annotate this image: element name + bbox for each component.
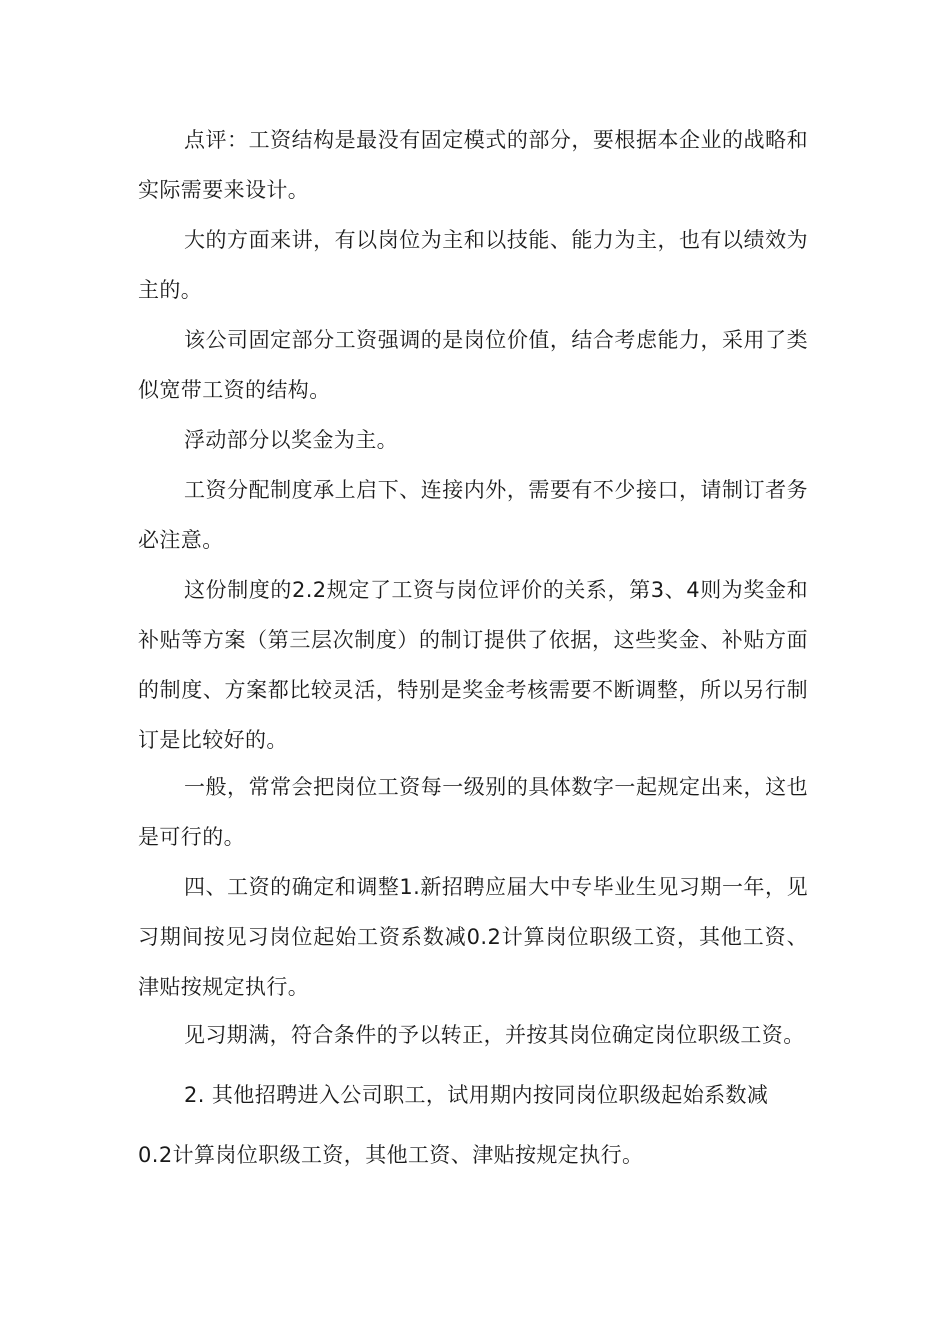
paragraph-interfaces: 工资分配制度承上启下、连接内外，需要有不少接口，请制订者务必注意。	[138, 478, 808, 552]
paragraph-floating-part: 浮动部分以奖金为主。	[184, 428, 398, 452]
paragraph-item-two: 2. 其他招聘进入公司职工，试用期内按同岗位职级起始系数减	[184, 1083, 769, 1107]
paragraph-grade-figures: 一般，常常会把岗位工资每一级别的具体数字一起规定出来，这也是可行的。	[138, 775, 808, 849]
paragraph-commentary: 点评：工资结构是最没有固定模式的部分，要根据本企业的战略和实际需要来设计。	[138, 128, 808, 202]
paragraph-fixed-part: 该公司固定部分工资强调的是岗位价值，结合考虑能力，采用了类似宽带工资的结构。	[138, 328, 808, 402]
paragraph-probation-end: 见习期满，符合条件的予以转正，并按其岗位确定岗位职级工资。	[184, 1023, 805, 1047]
paragraph-structure-types: 大的方面来讲，有以岗位为主和以技能、能力为主，也有以绩效为主的。	[138, 228, 808, 302]
paragraph-section-four: 四、工资的确定和调整1.新招聘应届大中专毕业生见习期一年，见习期间按见习岗位起始工资系数减0.2计算岗位职级工资，其他工资、津贴按规定执行。	[138, 875, 808, 999]
paragraph-item-two-cont: 0.2计算岗位职级工资，其他工资、津贴按规定执行。	[138, 1143, 644, 1167]
paragraph-system-relations: 这份制度的2.2规定了工资与岗位评价的关系，第3、4则为奖金和补贴等方案（第三层次制度）的制订提供了依据，这些奖金、补贴方面的制度、方案都比较灵活，特别是奖金考核需要不断调整，所以另行制订是比较好的。	[138, 578, 808, 752]
